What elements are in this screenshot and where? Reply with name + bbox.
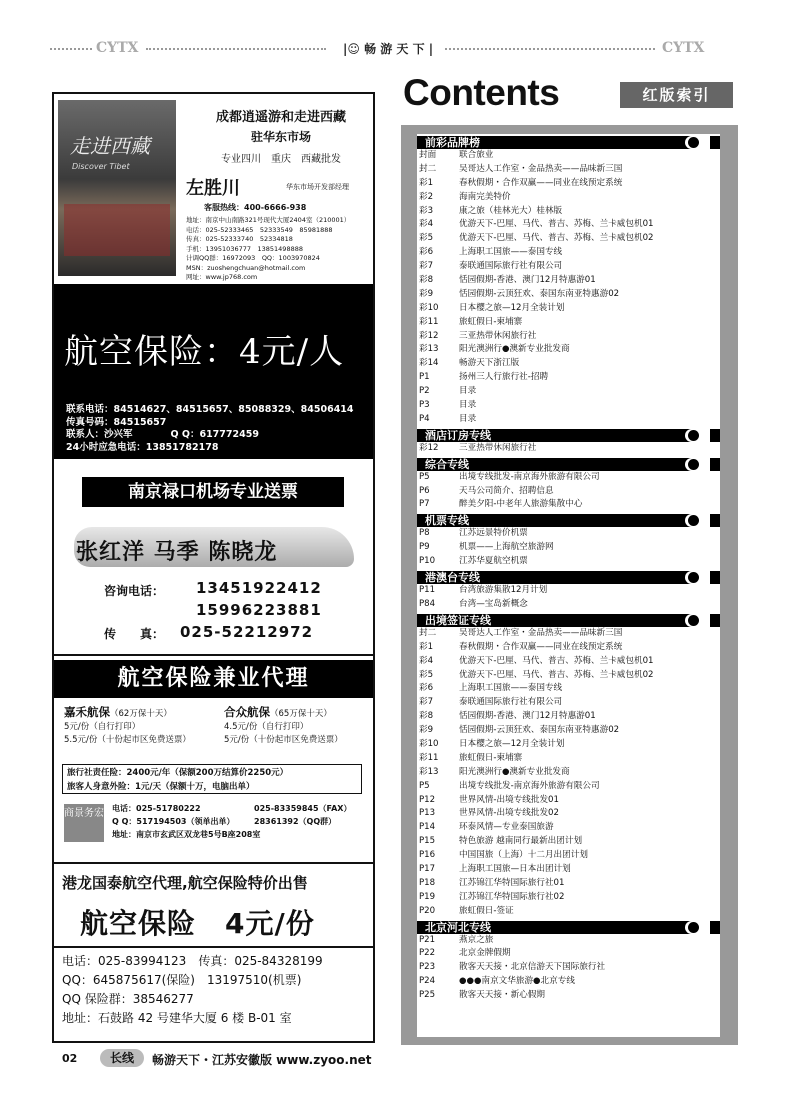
bullet-icon [685, 458, 710, 471]
toc-entry-title: 旅虹假日-柬埔寨 [459, 752, 523, 763]
bullet-icon [685, 136, 710, 149]
plan-b [224, 706, 343, 747]
bullet-icon [685, 429, 710, 442]
ad-banner: 南京禄口机场专业送票 [82, 477, 344, 507]
toc-page-number: P5 [419, 471, 430, 482]
toc-entry[interactable] [417, 766, 720, 780]
bullet-icon [685, 614, 710, 627]
toc-entry[interactable] [417, 669, 720, 683]
toc-entry-title: 优游天下-巴厘、马代、普吉、苏梅、兰卡威包机02 [459, 669, 654, 680]
contact-line: QQ：645875617(保险) 13197510(机票) [62, 973, 302, 987]
toc-entry[interactable] [417, 246, 720, 260]
section-label: 酒店订房专线 [425, 428, 491, 442]
header-brand-left: CYTX [96, 40, 139, 56]
toc-section-heading [417, 458, 720, 471]
toc-section-heading [417, 921, 720, 934]
toc-entry-title: 散客天天接・新心假期 [459, 990, 545, 1001]
toc-page-number: P4 [419, 413, 430, 424]
info-line: 24小时应急电话：13851782178 [66, 441, 219, 453]
toc-entry[interactable] [417, 485, 720, 499]
toc-entry[interactable] [417, 399, 720, 413]
toc-entry[interactable] [417, 682, 720, 696]
toc-entry[interactable] [417, 849, 720, 863]
info-line: 联系人：沙兴军 Q Q：617772459 [66, 429, 259, 440]
toc-page-number: P22 [419, 948, 436, 959]
toc-page-number: P10 [419, 556, 436, 567]
toc-page-number: 彩11 [419, 316, 439, 327]
toc-page-number: P14 [419, 822, 436, 833]
toc-entry[interactable] [417, 877, 720, 891]
toc-section-heading [417, 514, 720, 527]
contact-line: 传真：025-52333740 52334818 [186, 235, 293, 243]
box-line: 旅行社责任险：2400元/年（保额200万结算价2250元） [67, 768, 289, 778]
toc-page-number: 彩7 [419, 697, 434, 708]
ad-heading: 港龙国泰航空代理,航空保险特价出售 [62, 874, 308, 892]
ad-price: 航空保险 4元/份 [80, 907, 315, 940]
toc-entry[interactable] [417, 149, 720, 163]
toc-page-number: 彩11 [419, 752, 439, 763]
section-label: 机票专线 [425, 514, 469, 528]
contact-line: 电话：025-83994123 传真：025-84328199 [62, 954, 323, 968]
toc-page-number: P15 [419, 836, 436, 847]
consult-phone: 13451922412 [196, 579, 322, 597]
toc-entry[interactable] [417, 598, 720, 612]
ad-subheading: 驻华东市场 [250, 130, 311, 144]
toc-entry-title: 台湾—宝岛新概念 [459, 598, 528, 609]
plan-line: 4.5元/份（自行打印） [224, 722, 309, 732]
ad-heading: 航空保险兼业代理 [54, 660, 373, 698]
ad-tibet [54, 94, 373, 286]
toc-entry-title: 江苏锦江华特国际旅行社02 [459, 891, 565, 902]
toc-entry[interactable] [417, 413, 720, 427]
toc-page-number: 彩10 [419, 302, 439, 313]
toc-entry-title: 畅游天下浙江版 [459, 358, 520, 369]
contact-block [186, 216, 350, 283]
company-contact-2 [254, 802, 351, 828]
toc-entry-title: 江苏锦江华特国际旅行社01 [459, 877, 565, 888]
toc-entry-title: 日本樱之旅—12月全装计划 [459, 738, 565, 749]
toc-entry-title: 联合旅业 [459, 150, 494, 160]
toc-entry[interactable] [417, 357, 720, 371]
page-number: 02 [62, 1052, 78, 1065]
toc-page-number: P20 [419, 905, 436, 916]
toc-entry-title: 燕京之旅 [459, 934, 494, 945]
info-line: 传真号码：84515657 [66, 416, 167, 428]
toc-entry[interactable] [417, 794, 720, 808]
toc-entry-title: 江苏远景特价机票 [459, 528, 528, 539]
toc-entry-title: 吴哥达人工作室・金品热卖——品味新三国 [459, 627, 623, 638]
toc-entry-title: 泰联通国际旅行社有限公司 [459, 261, 563, 272]
toc-entry-title: 特色旅游 越南同行最新出团计划 [459, 836, 583, 847]
contact-line: 地址：南京市玄武区双龙巷5号B座208室 [112, 830, 261, 839]
toc-page-number: P18 [419, 877, 436, 888]
toc-entry[interactable] [417, 177, 720, 191]
toc-page-number: P1 [419, 372, 430, 383]
bullet-icon [685, 921, 710, 934]
contact-line: MSN：zuoshengchuan@hotmail.com [186, 263, 306, 272]
toc-list [417, 134, 720, 1037]
toc-entry-title: 优游天下-巴厘、马代、普吉、苏梅、兰卡威包机02 [459, 233, 654, 244]
header-dots [445, 48, 655, 50]
contact-line: 网址：www.jp768.com [186, 273, 258, 281]
toc-entry[interactable] [417, 696, 720, 710]
hotline: 客服热线：400-6666-938 [204, 203, 307, 212]
toc-entry[interactable] [417, 442, 720, 456]
toc-entry[interactable] [417, 710, 720, 724]
toc-entry[interactable] [417, 527, 720, 541]
ad-contact-details [54, 946, 373, 1041]
toc-entry-title: 吴哥达人工作室・金品热卖——品味新三国 [459, 163, 623, 174]
header-dots-left [50, 48, 92, 50]
box-line: 旅客人身意外险：1元/天（保额十万，电脑出单） [67, 782, 255, 792]
tibet-photo [58, 100, 176, 276]
toc-entry-title: 旅虹假日-柬埔寨 [459, 316, 523, 327]
info-line: 联系电话：84514627、84515657、85088329、84506414 [66, 404, 354, 415]
toc-page-number: P16 [419, 850, 436, 861]
toc-section-heading [417, 429, 720, 442]
toc-entry[interactable] [417, 555, 720, 569]
bullet-icon [685, 514, 710, 527]
toc-entry[interactable] [417, 371, 720, 385]
contact-line: 计调QQ群：16972093 QQ：1003970824 [186, 254, 320, 262]
ad-headline: 航空保险：4元/人 [64, 332, 345, 372]
toc-entry[interactable] [417, 274, 720, 288]
plan-title: 嘉禾航保 [64, 705, 110, 719]
toc-page-number: 彩12 [419, 442, 439, 453]
toc-entry-title: 目录 [459, 386, 477, 397]
toc-entry-title: 阳光澳洲行●澳新专业批发商 [459, 766, 570, 777]
toc-page-number: P24 [419, 976, 436, 987]
toc-entry[interactable] [417, 934, 720, 948]
footer-text: 畅游天下・江苏安徽版 www.zyoo.net [152, 1053, 372, 1067]
toc-entry-title: 恬园假期-云顶狂欢、泰国东南亚特惠游02 [459, 288, 620, 299]
toc-entry[interactable] [417, 627, 720, 641]
toc-entry-title: 环泰风情—专业泰国旅游 [459, 822, 554, 833]
section-label: 港澳台专线 [425, 571, 480, 585]
plan-title: 合众航保 [224, 705, 270, 719]
ad-heading: 成都逍遥游和走进西藏 [215, 110, 346, 125]
toc-entry-title: 机票——上海航空旅游网 [459, 542, 554, 553]
plan-line: 5元/份（十份起市区免费送票） [224, 735, 343, 745]
contact-title: 华东市场开发部经理 [286, 183, 349, 191]
toc-entry-title: 上海职工国旅—日本出团计划 [459, 863, 571, 874]
toc-entry-title: 春秋假期・合作双赢——同业在线预定系统 [459, 641, 623, 652]
consult-label: 咨询电话： [104, 584, 165, 598]
toc-page-number: 彩1 [419, 641, 434, 652]
toc-entry[interactable] [417, 302, 720, 316]
toc-entry[interactable] [417, 260, 720, 274]
toc-entry[interactable] [417, 385, 720, 399]
index-badge: 红版索引 [620, 82, 733, 108]
contact-line: Q Q：517194503（领单出单） [112, 817, 235, 826]
toc-entry[interactable] [417, 961, 720, 975]
toc-page-number: 彩5 [419, 669, 434, 680]
toc-entry-title: 阳光澳洲行●澳新专业批发商 [459, 344, 570, 355]
section-label: 前彩品牌榜 [425, 136, 480, 149]
toc-entry-title: 散客天天接・北京信游天下国际旅行社 [459, 962, 606, 973]
toc-page-number: P11 [419, 585, 436, 596]
toc-entry[interactable] [417, 975, 720, 989]
insurance-box [62, 764, 362, 794]
toc-page-number: 彩9 [419, 288, 434, 299]
header-brand-right: CYTX [662, 40, 705, 56]
toc-page-number: 封二 [419, 627, 437, 638]
ad-airport-ticket [56, 469, 371, 654]
tibet-logo: 走进西藏 [70, 134, 150, 158]
toc-entry-title: 春秋假期・合作双赢——同业在线预定系统 [459, 177, 623, 188]
section-label: 综合专线 [425, 457, 469, 471]
toc-page-number: 彩2 [419, 191, 434, 202]
plan-line: 5元/份（自行打印） [64, 722, 141, 732]
toc-page-number: 彩5 [419, 233, 434, 244]
contents-title: Contents [403, 72, 560, 113]
toc-entry[interactable] [417, 947, 720, 961]
toc-section-heading [417, 571, 720, 584]
toc-page-number: 彩9 [419, 725, 434, 736]
toc-entry[interactable] [417, 191, 720, 205]
toc-entry[interactable] [417, 163, 720, 177]
header-dots [146, 48, 326, 50]
toc-entry[interactable] [417, 205, 720, 219]
toc-entry-title: 醉美夕阳-中老年人旅游集散中心 [459, 499, 583, 510]
toc-page-number: P84 [419, 598, 436, 609]
toc-entry[interactable] [417, 807, 720, 821]
toc-entry[interactable] [417, 471, 720, 485]
toc-page-number: P9 [419, 542, 430, 553]
section-pill: 长线 [100, 1049, 144, 1067]
toc-entry[interactable] [417, 724, 720, 738]
toc-page-number: 彩14 [419, 358, 439, 369]
toc-page-number: 彩3 [419, 205, 434, 216]
toc-page-number: 彩6 [419, 683, 434, 694]
ad-air-insurance [54, 284, 373, 459]
contact-line: 手机：13951036777 13851498888 [186, 244, 303, 253]
contact-line: 地址：南京中山南路321号现代大厦2404室（210001） [186, 216, 351, 224]
toc-page-number: 封面 [419, 150, 437, 160]
toc-page-number: 封二 [419, 163, 437, 174]
toc-page-number: P7 [419, 499, 430, 510]
toc-page-number: 彩12 [419, 330, 439, 341]
toc-page-number: P2 [419, 386, 430, 397]
toc-page-number: P19 [419, 891, 436, 902]
toc-entry-title: 旅虹假日-签证 [459, 905, 514, 916]
toc-entry[interactable] [417, 821, 720, 835]
plan-a [64, 706, 191, 747]
toc-page-number: P17 [419, 863, 436, 874]
header-center-title: |☺ 畅 游 天 下 | [343, 42, 434, 56]
toc-entry[interactable] [417, 738, 720, 752]
ad-tagline: 专业四川 重庆 西藏批发 [221, 154, 341, 165]
toc-entry-title: 海南完美特价 [459, 191, 511, 202]
toc-page-number: P8 [419, 528, 430, 539]
toc-entry-title: 泰联通国际旅行社有限公司 [459, 697, 563, 708]
toc-entry-title: 目录 [459, 400, 477, 411]
toc-entry[interactable] [417, 288, 720, 302]
contact-line: 地址：石鼓路 42 号建华大厦 6 楼 B-01 室 [62, 1011, 292, 1025]
toc-entry-title: ●●●南京文华旅游●北京专线 [459, 976, 575, 987]
toc-entry-title: 上海职工国旅——泰国专线 [459, 247, 563, 258]
fax-number: 025-52212972 [180, 623, 314, 641]
ad-contact [66, 404, 354, 454]
toc-entry[interactable] [417, 218, 720, 232]
contact-line: QQ 保险群：38546277 [62, 992, 194, 1006]
company-contact [112, 802, 260, 841]
toc-entry-title: 北京金牌假期 [459, 948, 511, 959]
ad-insurance-agency [54, 654, 373, 864]
toc-page-number: P23 [419, 962, 436, 973]
toc-entry[interactable] [417, 989, 720, 1003]
toc-entry[interactable] [417, 835, 720, 849]
toc-page-number: P21 [419, 934, 436, 945]
toc-page-number: 彩8 [419, 275, 434, 286]
toc-page-number: 彩10 [419, 738, 439, 749]
toc-entry-title: 三亚热带休闲旅行社 [459, 442, 537, 453]
toc-page-number: 彩4 [419, 655, 434, 666]
tibet-logo-sub: Discover Tibet [72, 162, 130, 171]
toc-entry-title: 中国国旅（上海）十二月出团计划 [459, 850, 588, 861]
toc-entry-title: 优游天下-巴厘、马代、普吉、苏梅、兰卡威包机01 [459, 219, 654, 230]
toc-entry[interactable] [417, 316, 720, 330]
toc-page-number: 彩4 [419, 219, 434, 230]
company-stamp: 商景务宏 [64, 804, 104, 842]
toc-page-number: P6 [419, 485, 430, 496]
ads-column [52, 92, 375, 1043]
section-label: 出境签证专线 [425, 613, 491, 627]
toc-page-number: P25 [419, 990, 436, 1001]
plan-sub: （62万保十天） [110, 709, 172, 719]
toc-entry-title: 台湾旅游集散12月计划 [459, 585, 548, 596]
consult-phone: 15996223881 [196, 601, 322, 619]
toc-page-number: 彩7 [419, 261, 434, 272]
toc-entry[interactable] [417, 863, 720, 877]
contact-line: 电话：025-52333465 52333549 85981888 [186, 225, 333, 234]
toc-entry[interactable] [417, 655, 720, 669]
contact-name: 左胜川 [186, 178, 240, 199]
page-header [50, 38, 715, 60]
toc-page-number: 彩6 [419, 247, 434, 258]
ad-dragonair [54, 862, 373, 945]
toc-entry[interactable] [417, 891, 720, 905]
toc-entry[interactable] [417, 343, 720, 357]
toc-page-number: 彩8 [419, 711, 434, 722]
toc-section-heading [417, 136, 720, 149]
toc-entry-title: 出境专线批发-南京海外旅游有限公司 [459, 471, 600, 482]
plan-line: 5.5元/份（十份起市区免费送票） [64, 735, 191, 745]
toc-entry[interactable] [417, 498, 720, 512]
fax-label: 传 真： [104, 627, 165, 641]
toc-entry-title: 康之旅（桂林光大）桂林版 [459, 205, 563, 216]
toc-entry-title: 优游天下-巴厘、马代、普吉、苏梅、兰卡威包机01 [459, 655, 654, 666]
plan-sub: （65万保十天） [270, 709, 332, 719]
toc-entry-title: 世界风情-出境专线批发02 [459, 808, 559, 819]
contact-line: 28361392（QQ群） [254, 817, 337, 826]
toc-entry-title: 恬园假期-香港、澳门12月特惠游01 [459, 275, 596, 286]
toc-page-number: 彩13 [419, 766, 439, 777]
toc-entry-title: 恬园假期-云顶狂欢、泰国东南亚特惠游02 [459, 725, 620, 736]
toc-page-number: P3 [419, 400, 430, 411]
toc-page-number: 彩13 [419, 344, 439, 355]
toc-entry[interactable] [417, 752, 720, 766]
toc-entry-title: 出境专线批发-南京海外旅游有限公司 [459, 780, 600, 791]
toc-entry-title: 扬州三人行旅行社-招聘 [459, 372, 549, 383]
toc-entry-title: 天马公司简介、招聘信息 [459, 485, 554, 496]
toc-entry[interactable] [417, 641, 720, 655]
ad-names: 张红洋 马季 陈晓龙 [76, 540, 278, 565]
toc-page-number: P13 [419, 808, 436, 819]
potala-palace-image [64, 204, 170, 256]
toc-entry-title: 恬园假期-香港、澳门12月特惠游01 [459, 711, 596, 722]
toc-entry[interactable] [417, 330, 720, 344]
toc-panel [401, 125, 738, 1045]
toc-page-number: P12 [419, 794, 436, 805]
toc-entry[interactable] [417, 232, 720, 246]
section-label: 北京河北专线 [425, 920, 491, 934]
toc-section-heading [417, 614, 720, 627]
toc-entry-title: 日本樱之旅—12月全装计划 [459, 302, 565, 313]
toc-entry-title: 上海职工国旅——泰国专线 [459, 683, 563, 694]
toc-entry[interactable] [417, 584, 720, 598]
toc-entry-title: 三亚热带休闲旅行社 [459, 330, 537, 341]
toc-entry-title: 世界风情-出境专线批发01 [459, 794, 559, 805]
contact-line: 电话：025-51780222 [112, 804, 201, 813]
bullet-icon [685, 571, 710, 584]
page-footer [52, 1049, 377, 1069]
toc-entry[interactable] [417, 541, 720, 555]
toc-entry[interactable] [417, 780, 720, 794]
toc-page-number: 彩1 [419, 177, 434, 188]
toc-entry[interactable] [417, 905, 720, 919]
toc-entry-title: 目录 [459, 413, 477, 424]
toc-entry-title: 江苏华夏航空机票 [459, 556, 528, 567]
toc-page-number: P5 [419, 780, 430, 791]
contact-line: 025-83359845（FAX） [254, 804, 352, 813]
